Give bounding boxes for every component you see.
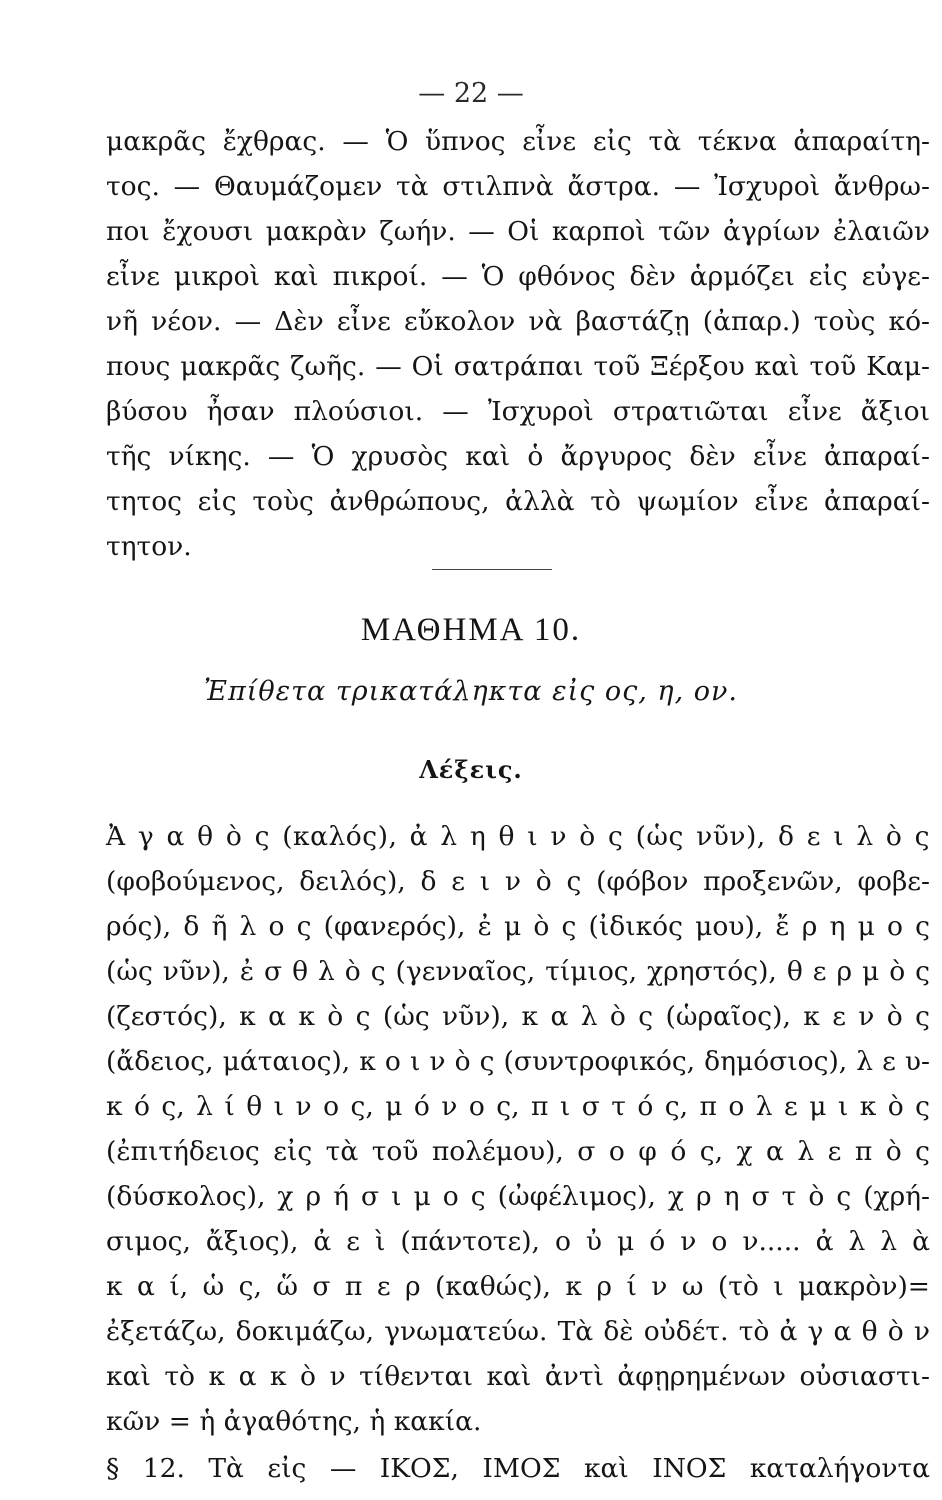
separator-rule	[432, 569, 552, 570]
text-line: (ἄδειος, μάταιος), κ ο ι ν ὸ ς (συντροφικός, δημόσιος), λ ε υ-	[106, 1046, 930, 1077]
text-line: πους μακρᾶς ζωῆς. — Οἱ σατράπαι τοῦ Ξέρξου καὶ τοῦ Καμ-	[106, 351, 930, 382]
text-line: νῆ νέον. — Δὲν εἶνε εὔκολον νὰ βαστάζῃ (ἀπαρ.) τοὺς κό-	[106, 306, 930, 337]
text-line: τητος εἰς τοὺς ἀνθρώπους, ἀλλὰ τὸ ψωμίον εἶνε ἀπαραί-	[106, 486, 930, 517]
text-line: ρός), δ ῆ λ ο ς (φανερός), ἐ μ ὸ ς (ἰδικός μου), ἔ ρ η μ ο ς	[106, 911, 930, 942]
text-line: καὶ τὸ κ α κ ὸ ν τίθενται καὶ ἀντὶ ἀφῃρημένων οὐσιαστι-	[106, 1361, 930, 1392]
text-line: βύσου ἦσαν πλούσιοι. — Ἰσχυροὶ στρατιῶται εἶνε ἄξιοι	[106, 396, 930, 427]
text-line: κῶν = ἡ ἀγαθότης, ἡ κακία.	[106, 1406, 482, 1437]
text-line: ἐξετάζω, δοκιμάζω, γνωματεύω. Τὰ δὲ οὐδέτ. τὸ ἀ γ α θ ὸ ν	[106, 1316, 930, 1347]
text-line: τῆς νίκης. — Ὁ χρυσὸς καὶ ὁ ἄργυρος δὲν εἶνε ἀπαραί-	[106, 441, 930, 472]
text-line: (φοβούμενος, δειλός), δ ε ι ν ὸ ς (φόβον προξενῶν, φοβε-	[106, 866, 930, 897]
text-line: μακρᾶς ἔχθρας. — Ὁ ὕπνος εἶνε εἰς τὰ τέκνα ἀπαραίτη-	[106, 126, 930, 157]
text-line: κ α ί, ὡ ς, ὥ σ π ε ρ (καθώς), κ ρ ί ν ω (τὸ ι μακρὸν)=	[106, 1271, 930, 1302]
text-line: ποι ἔχουσι μακρὰν ζωήν. — Οἱ καρποὶ τῶν ἀγρίων ἐλαιῶν	[106, 216, 930, 247]
text-line: εἶνε μικροὶ καὶ πικροί. — Ὁ φθόνος δὲν ἁρμόζει εἰς εὐγε-	[106, 261, 930, 292]
lesson-subtitle: Ἐπίθετα τρικατάληκτα εἰς ος, η, ον.	[203, 676, 739, 707]
text-line: τος. — Θαυμάζομεν τὰ στιλπνὰ ἄστρα. — Ἰσχυροὶ ἄνθρω-	[106, 171, 930, 202]
text-line: κ ό ς, λ ί θ ι ν ο ς, μ ό ν ο ς, π ι σ τ ό ς, π ο λ ε μ ι κ ὸ ς	[106, 1091, 930, 1122]
text-line: (ὡς νῦν), ἐ σ θ λ ὸ ς (γενναῖος, τίμιος, χρηστός), θ ε ρ μ ὸ ς	[106, 956, 930, 987]
page-number: — 22 —	[418, 78, 524, 109]
text-line: (ζεστός), κ α κ ὸ ς (ὡς νῦν), κ α λ ὸ ς (ὡραῖος), κ ε ν ὸ ς	[106, 1001, 930, 1032]
text-line: (δύσκολος), χ ρ ή σ ι μ ο ς (ὠφέλιμος), χ ρ η σ τ ὸ ς (χρή-	[106, 1181, 930, 1212]
text-line: (ἐπιτήδειος εἰς τὰ τοῦ πολέμου), σ ο φ ό ς, χ α λ ε π ὸ ς	[106, 1136, 930, 1167]
section-heading-line: § 12. Τὰ εἰς — ΙΚΟΣ, ΙΜΟΣ καὶ ΙΝΟΣ καταλήγοντα	[106, 1453, 930, 1484]
words-heading: Λέξεις.	[419, 755, 523, 784]
lesson-title: ΜΑΘΗΜΑ 10.	[360, 612, 582, 648]
text-line: Ἀ γ α θ ὸ ς (καλός), ἀ λ η θ ι ν ὸ ς (ὡς νῦν), δ ε ι λ ὸ ς	[106, 821, 930, 852]
text-line: τητον.	[106, 531, 192, 562]
text-line: σιμος, ἄξιος), ἀ ε ὶ (πάντοτε), ο ὐ μ ό ν ο ν..... ἀ λ λ ὰ	[106, 1226, 930, 1257]
